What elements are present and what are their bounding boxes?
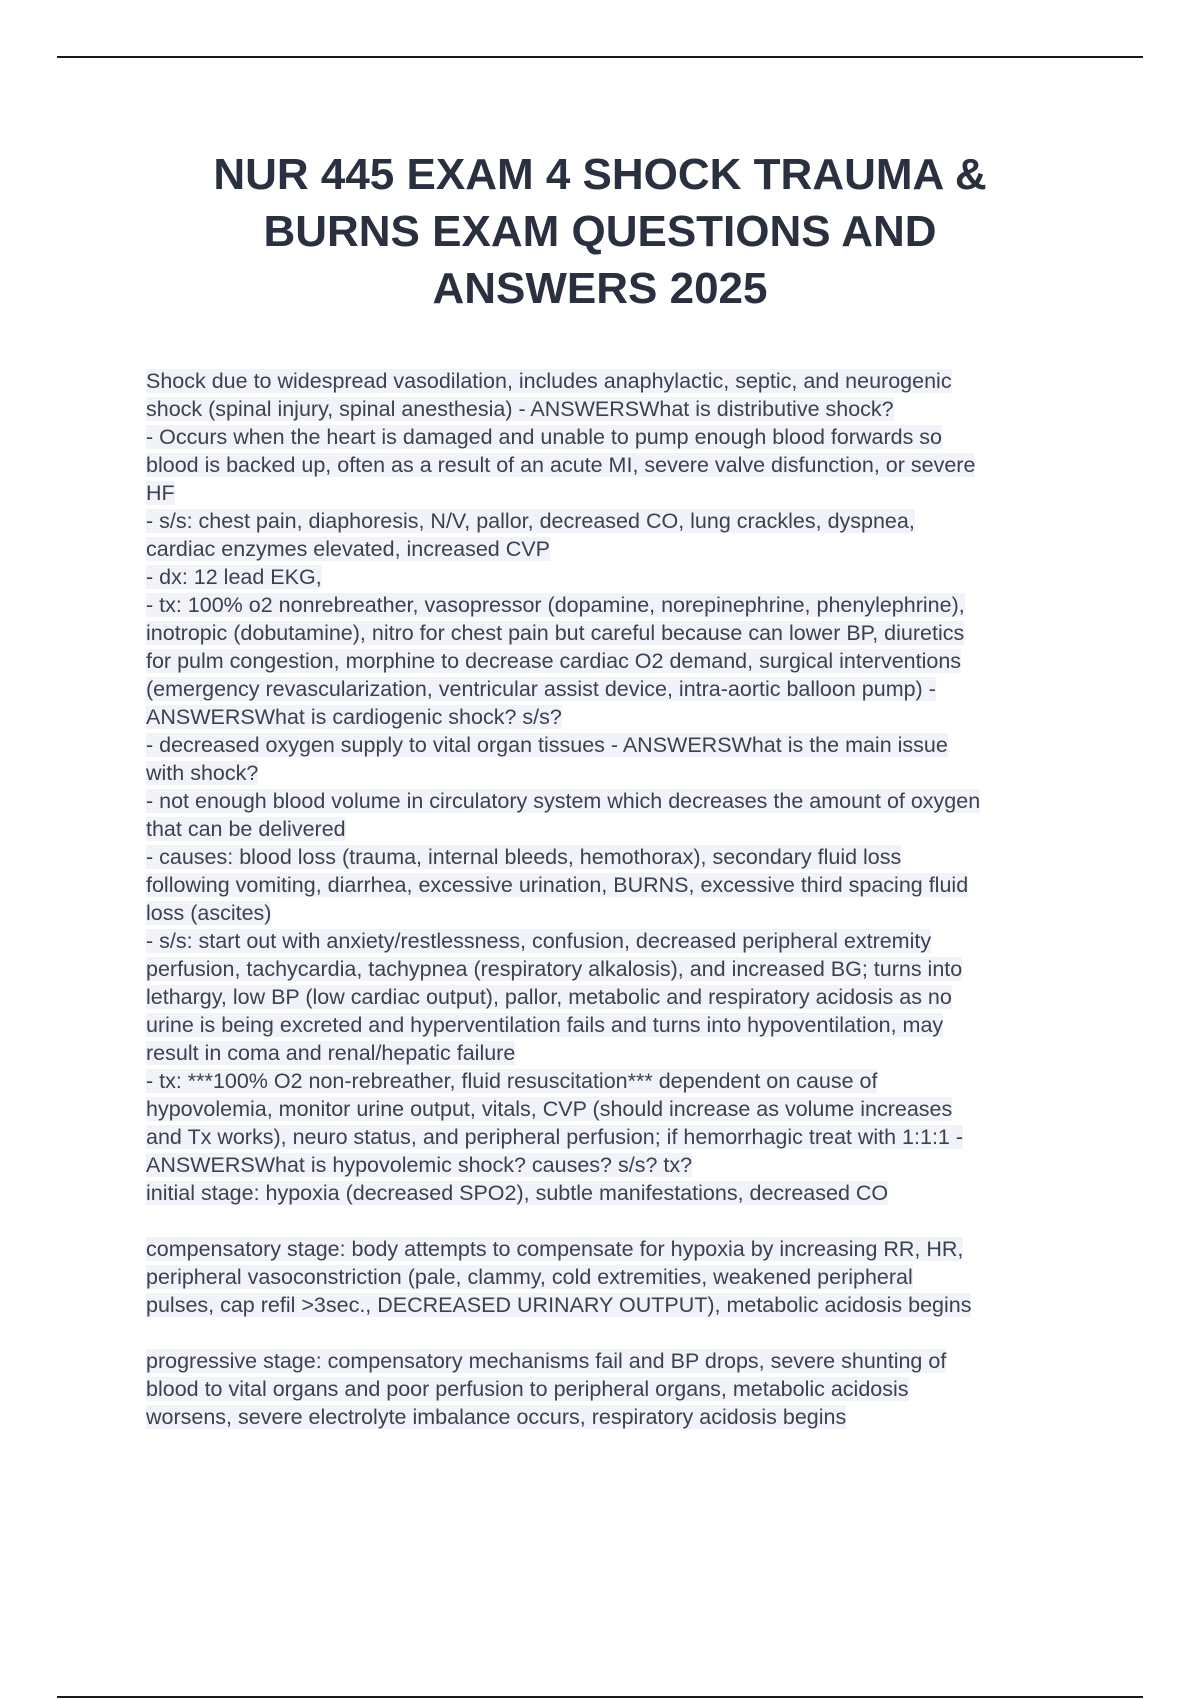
paragraph-gap: [146, 1207, 1096, 1235]
text-line: blood to vital organs and poor perfusion to peripheral organs, metabolic acidosis: [146, 1377, 909, 1401]
text-line: with shock?: [146, 761, 259, 785]
text-line: initial stage: hypoxia (decreased SPO2), subtle manifestations, decreased CO: [146, 1181, 889, 1205]
text-line: - Occurs when the heart is damaged and unable to pump enough blood forwards so: [146, 425, 942, 449]
text-line: - decreased oxygen supply to vital organ tissues - ANSWERSWhat is the main issue: [146, 733, 948, 757]
text-line: cardiac enzymes elevated, increased CVP: [146, 537, 550, 561]
text-line: lethargy, low BP (low cardiac output), pallor, metabolic and respiratory acidosis as no: [146, 985, 952, 1009]
text-line: Shock due to widespread vasodilation, includes anaphylactic, septic, and neurogenic: [146, 369, 952, 393]
text-line: for pulm congestion, morphine to decrease cardiac O2 demand, surgical interventions: [146, 649, 962, 673]
text-line: - s/s: chest pain, diaphoresis, N/V, pallor, decreased CO, lung crackles, dyspnea,: [146, 509, 915, 533]
top-divider: [57, 56, 1143, 58]
qa-content: [146, 367, 1096, 1431]
text-line: loss (ascites): [146, 901, 272, 925]
document-title: [120, 146, 1080, 317]
text-line: urine is being excreted and hyperventilation fails and turns into hypoventilation, may: [146, 1013, 944, 1037]
text-line: pulses, cap refil >3sec., DECREASED URINARY OUTPUT), metabolic acidosis begins: [146, 1293, 972, 1317]
text-line: - dx: 12 lead EKG,: [146, 565, 322, 589]
text-line: perfusion, tachycardia, tachypnea (respiratory alkalosis), and increased BG; turns into: [146, 957, 963, 981]
text-line: that can be delivered: [146, 817, 346, 841]
text-line: progressive stage: compensatory mechanisms fail and BP drops, severe shunting of: [146, 1349, 947, 1373]
text-line: (emergency revascularization, ventricular assist device, intra-aortic balloon pump) -: [146, 677, 936, 701]
text-line: - causes: blood loss (trauma, internal bleeds, hemothorax), secondary fluid loss: [146, 845, 902, 869]
title-line: BURNS EXAM QUESTIONS AND: [263, 207, 937, 256]
title-line: ANSWERS 2025: [432, 264, 768, 313]
text-line: - s/s: start out with anxiety/restlessness, confusion, decreased peripheral extremity: [146, 929, 932, 953]
text-line: - tx: 100% o2 nonrebreather, vasopressor (dopamine, norepinephrine, phenylephrine),: [146, 593, 965, 617]
bottom-divider: [57, 1696, 1143, 1698]
text-line: result in coma and renal/hepatic failure: [146, 1041, 516, 1065]
text-line: HF: [146, 481, 175, 505]
text-line: hypovolemia, monitor urine output, vitals, CVP (should increase as volume increases: [146, 1097, 953, 1121]
text-line: inotropic (dobutamine), nitro for chest pain but careful because can lower BP, diuretics: [146, 621, 965, 645]
text-line: - tx: ***100% O2 non-rebreather, fluid resuscitation*** dependent on cause of: [146, 1069, 878, 1093]
text-line: compensatory stage: body attempts to compensate for hypoxia by increasing RR, HR,: [146, 1237, 964, 1261]
text-line: blood is backed up, often as a result of an acute MI, severe valve disfunction, or severe: [146, 453, 976, 477]
text-line: peripheral vasoconstriction (pale, clammy, cold extremities, weakened peripheral: [146, 1265, 913, 1289]
text-line: shock (spinal injury, spinal anesthesia) - ANSWERSWhat is distributive shock?: [146, 397, 894, 421]
title-line: NUR 445 EXAM 4 SHOCK TRAUMA &: [213, 150, 987, 199]
text-line: worsens, severe electrolyte imbalance occurs, respiratory acidosis begins: [146, 1405, 847, 1429]
text-line: following vomiting, diarrhea, excessive urination, BURNS, excessive third spacing fluid: [146, 873, 969, 897]
text-line: ANSWERSWhat is cardiogenic shock? s/s?: [146, 705, 562, 729]
text-line: and Tx works), neuro status, and peripheral perfusion; if hemorrhagic treat with 1:1:1 -: [146, 1125, 964, 1149]
text-line: ANSWERSWhat is hypovolemic shock? causes? s/s? tx?: [146, 1153, 693, 1177]
paragraph-gap: [146, 1319, 1096, 1347]
text-line: - not enough blood volume in circulatory system which decreases the amount of oxygen: [146, 789, 981, 813]
